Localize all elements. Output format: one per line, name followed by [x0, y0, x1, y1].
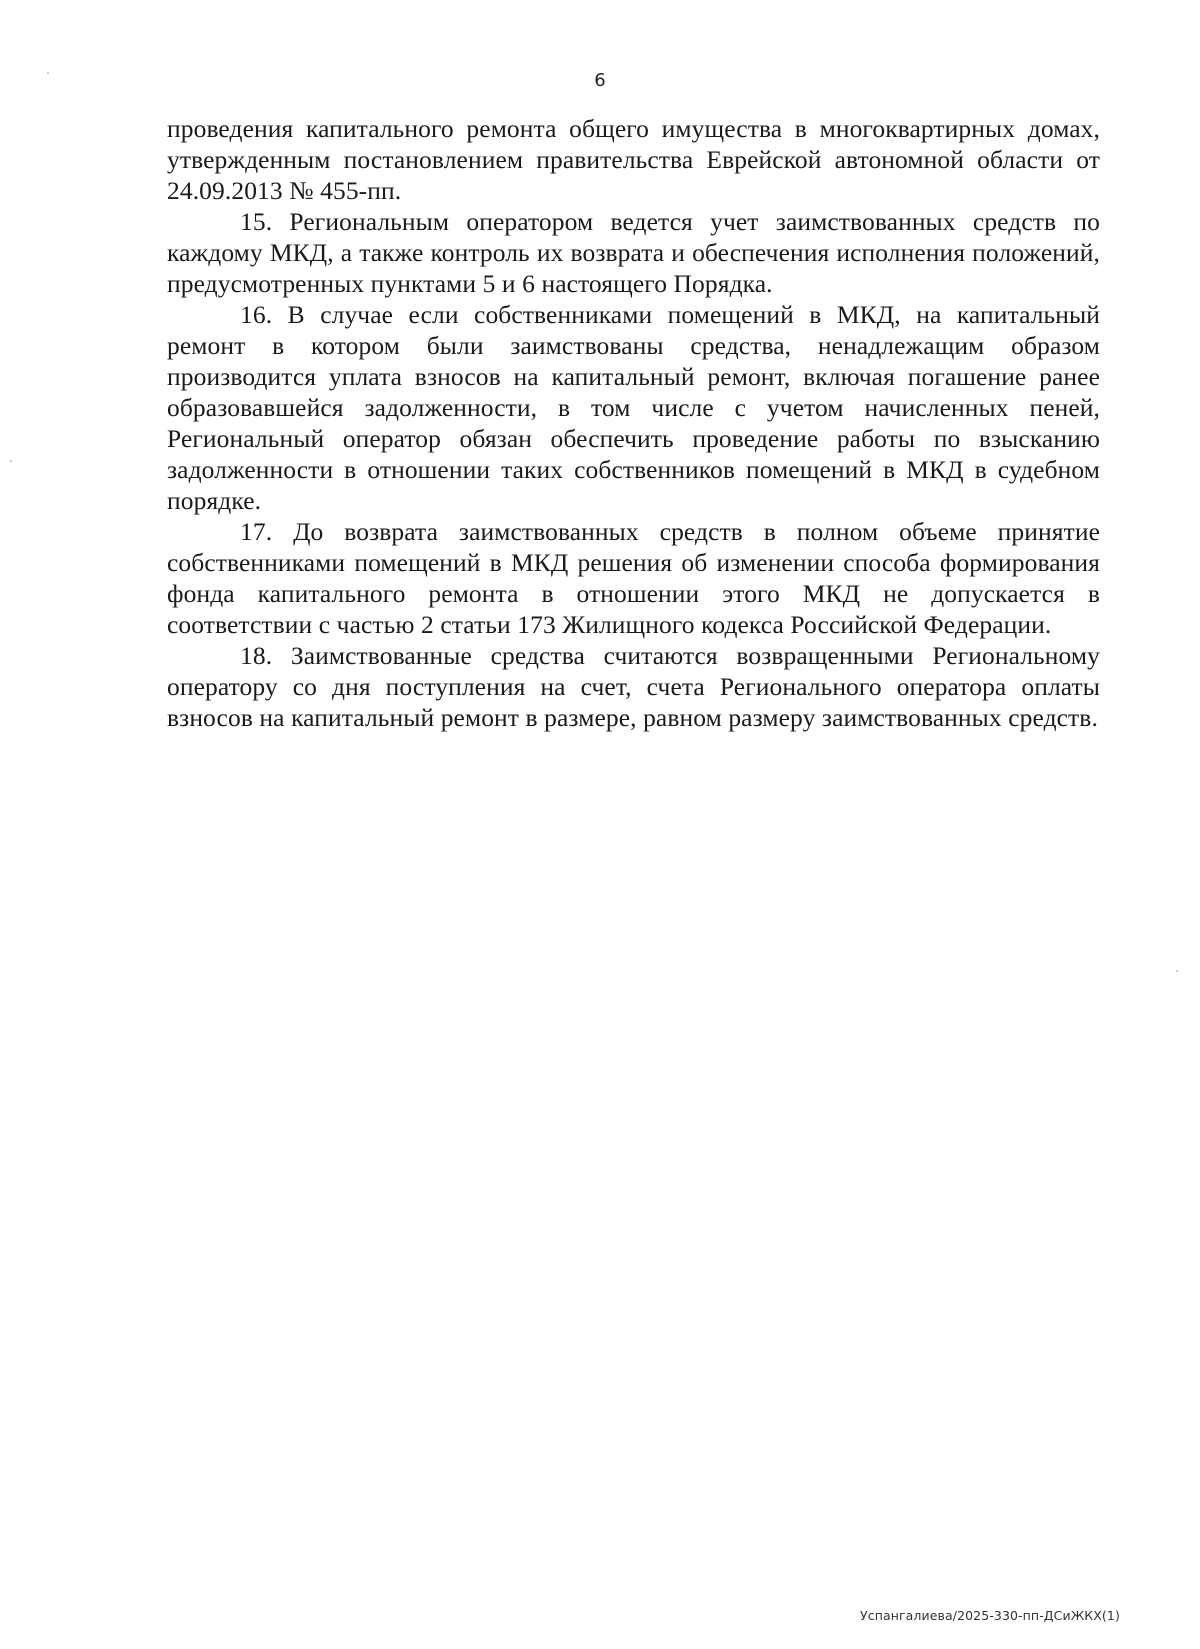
paragraph-15: 15. Региональным оператором ведется учет заимствованных средств по каждому МКД, а также контроль их возврата и обеспечения исполнения положений, предусмотренных пунктами 5 и 6 настоящего Порядка. [167, 207, 1100, 298]
paragraph-continuation: проведения капитального ремонта общего имущества в многоквартирных домах, утвержденным постановлением правительства Еврейской автономной области от 24.09.2013 № 455-пп. [167, 114, 1100, 205]
scan-speck [10, 460, 12, 462]
footer-document-id: Успангалиева/2025-330-пп-ДСиЖКХ(1) [860, 1608, 1120, 1623]
scan-speck [1176, 970, 1178, 972]
page-number: 6 [594, 70, 606, 91]
paragraph-16: 16. В случае если собственниками помещений в МКД, на капитальный ремонт в котором были заимствованы средства, ненадлежащим образом производится уплата взносов на капитальный ремонт, включая погашение ранее образовавшейся задолженности, в том числе с учетом начисленных пеней, Региональный оператор обязан обеспечить проведение работы по взысканию задолженности в отношении таких собственников помещений в МКД в судебном порядке. [167, 300, 1100, 515]
paragraph-17: 17. До возврата заимствованных средств в полном объеме принятие собственниками помещений в МКД решения об изменении способа формирования фонда капитального ремонта в отношении этого МКД не допускается в соответствии с частью 2 статьи 173 Жилищного кодекса Российской Федерации. [167, 517, 1100, 639]
document-body [167, 113, 1100, 733]
scan-speck [47, 72, 49, 74]
paragraph-18: 18. Заимствованные средства считаются возвращенными Региональному оператору со дня поступления на счет, счета Регионального оператора оплаты взносов на капитальный ремонт в размере, равном размеру заимствованных средств. [167, 641, 1100, 732]
